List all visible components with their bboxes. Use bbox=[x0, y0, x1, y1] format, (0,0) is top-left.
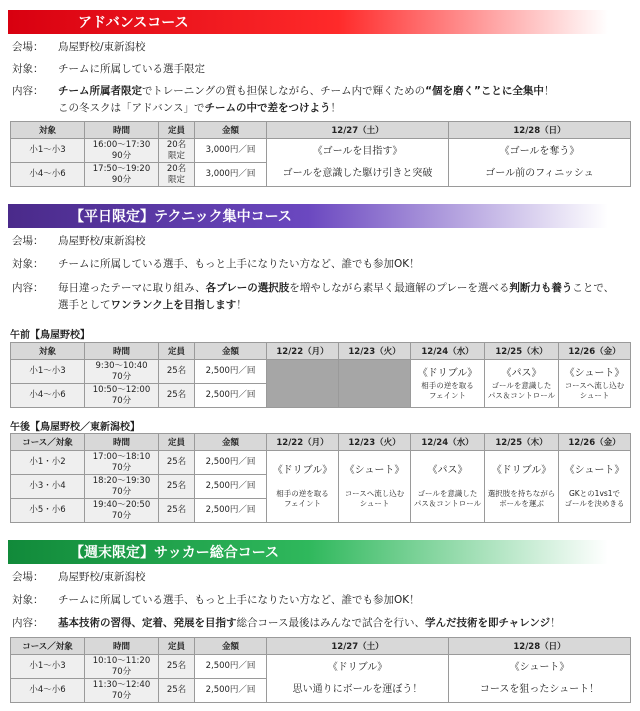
table-row: 小1～小3 10:10～11:20 70分 25名 2,500円／回 《ドリブル》 思い通りにボールを運ぼう！ 《シュート》 コースを狙ったシュート！ bbox=[11, 655, 631, 679]
closed-day-cell bbox=[267, 360, 339, 408]
weekend-course-banner bbox=[8, 540, 608, 564]
table-header-row: コース／対象 時間 定員 金額 12/27（土） 12/28（日） bbox=[11, 638, 631, 655]
advance-day1-cell: 《ゴールを目指す》 ゴールを意識した駆け引きと突破 bbox=[267, 139, 449, 187]
technique-pm-day-cell: 《ドリブル》 相手の逆を取る フェイント bbox=[267, 451, 339, 523]
weekend-schedule-table bbox=[10, 637, 631, 703]
afternoon-session-label: 午後【鳥屋野校／東新潟校】 bbox=[10, 422, 140, 433]
technique-venue: 会場： 鳥屋野校/東新潟校 bbox=[12, 235, 146, 247]
technique-pm-day-cell: 《シュート》 GKとの1vs1で ゴールを決めきる bbox=[559, 451, 631, 523]
technique-pm-day-cell: 《ドリブル》 選択肢を持ちながら ボールを運ぶ bbox=[485, 451, 559, 523]
advance-content: 内容： チーム所属者限定でトレーニングの質も担保しながら、チーム内で輝くための“個を磨く”ことに全集中！ bbox=[12, 85, 555, 97]
technique-pm-day-cell: 《シュート》 コースへ流し込む シュート bbox=[339, 451, 411, 523]
morning-session-label: 午前【鳥屋野校】 bbox=[10, 330, 90, 341]
technique-target: 対象： チームに所属している選手、もっと上手になりたい方など、誰でも参加OK！ bbox=[12, 258, 420, 270]
technique-afternoon-table bbox=[10, 433, 631, 523]
advance-schedule-table bbox=[10, 121, 631, 187]
advance-content-line2: この冬スクは「アドバンス」でチームの中で差をつけよう！ bbox=[58, 102, 341, 114]
weekend-course-title: 【週末限定】サッカー総合コース bbox=[70, 545, 280, 561]
advance-venue: 会場： 鳥屋野校/東新潟校 bbox=[12, 41, 146, 53]
advance-course-banner bbox=[8, 10, 608, 34]
weekend-day2-cell: 《シュート》 コースを狙ったシュート！ bbox=[449, 655, 631, 703]
weekend-day1-cell: 《ドリブル》 思い通りにボールを運ぼう！ bbox=[267, 655, 449, 703]
technique-pm-day-cell: 《パス》 ゴールを意識した パス＆コントロール bbox=[411, 451, 485, 523]
weekend-content: 内容： 基本技術の習得、定着、発展を目指す総合コース最後はみんなで試合を行い、学んだ技術を即チャレンジ！ bbox=[12, 617, 561, 629]
table-row: 小4～小6 17:50～19:20 90分 20名 限定 3,000円／回 bbox=[11, 163, 631, 187]
technique-content: 内容： 毎日違ったテーマに取り組み、各プレーの選択肢を増やしながら素早く最適解のプレーを選べる判断力も養うことで、 bbox=[12, 282, 615, 294]
table-header-row: コース／対象 時間 定員 金額 12/22（月） 12/23（火） 12/24（水） 12/25（木） 12/26（金） bbox=[11, 434, 631, 451]
technique-am-day-cell: 《パス》 ゴールを意識した パス＆コントロール bbox=[485, 360, 559, 408]
table-row: 小1～小3 9:30～10:40 70分 25名 2,500円／回 《ドリブル》 相手の逆を取る フェイント 《パス》 ゴールを意識した パス＆コントロール 《シュート》 コースへ流し込む シュート bbox=[11, 360, 631, 384]
technique-course-title: 【平日限定】テクニック集中コース bbox=[70, 209, 292, 225]
technique-am-day-cell: 《ドリブル》 相手の逆を取る フェイント bbox=[411, 360, 485, 408]
advance-course-title: アドバンスコース bbox=[78, 15, 189, 31]
technique-am-day-cell: 《シュート》 コースへ流し込む シュート bbox=[559, 360, 631, 408]
table-row: 小4～小6 10:50～12:00 70分 25名 2,500円／回 bbox=[11, 384, 631, 408]
advance-day2-cell: 《ゴールを奪う》 ゴール前のフィニッシュ bbox=[449, 139, 631, 187]
closed-day-cell bbox=[339, 360, 411, 408]
table-row: 小1・小2 17:00～18:10 70分 25名 2,500円／回 《ドリブル》 相手の逆を取る フェイント 《シュート》 コースへ流し込む シュート 《パス》 ゴールを意識した パス＆コントロール 《ドリブル》 選択肢を持ちながら ボールを運ぶ 《シュート》 GKとの1vs1で ゴールを決めきる bbox=[11, 451, 631, 475]
weekend-target: 対象： チームに所属している選手、もっと上手になりたい方など、誰でも参加OK！ bbox=[12, 594, 420, 606]
technique-content-line2: 選手としてワンランク上を目指します！ bbox=[58, 299, 247, 311]
weekend-venue: 会場： 鳥屋野校/東新潟校 bbox=[12, 571, 146, 583]
technique-morning-table bbox=[10, 342, 631, 408]
table-header-row: 対象 時間 定員 金額 12/22（月） 12/23（火） 12/24（水） 12/25（木） 12/26（金） bbox=[11, 343, 631, 360]
technique-course-banner bbox=[8, 204, 608, 228]
table-row: 小3・小4 18:20～19:30 70分 25名 2,500円／回 bbox=[11, 475, 631, 499]
table-row: 小4～小6 11:30～12:40 70分 25名 2,500円／回 bbox=[11, 679, 631, 703]
table-row: 小5・小6 19:40～20:50 70分 25名 2,500円／回 bbox=[11, 499, 631, 523]
table-row: 小1～小3 16:00～17:30 90分 20名 限定 3,000円／回 《ゴールを目指す》 ゴールを意識した駆け引きと突破 《ゴールを奪う》 ゴール前のフィニッシュ bbox=[11, 139, 631, 163]
advance-target: 対象： チームに所属している選手限定 bbox=[12, 63, 205, 75]
table-header-row: 対象 時間 定員 金額 12/27（土） 12/28（日） bbox=[11, 122, 631, 139]
